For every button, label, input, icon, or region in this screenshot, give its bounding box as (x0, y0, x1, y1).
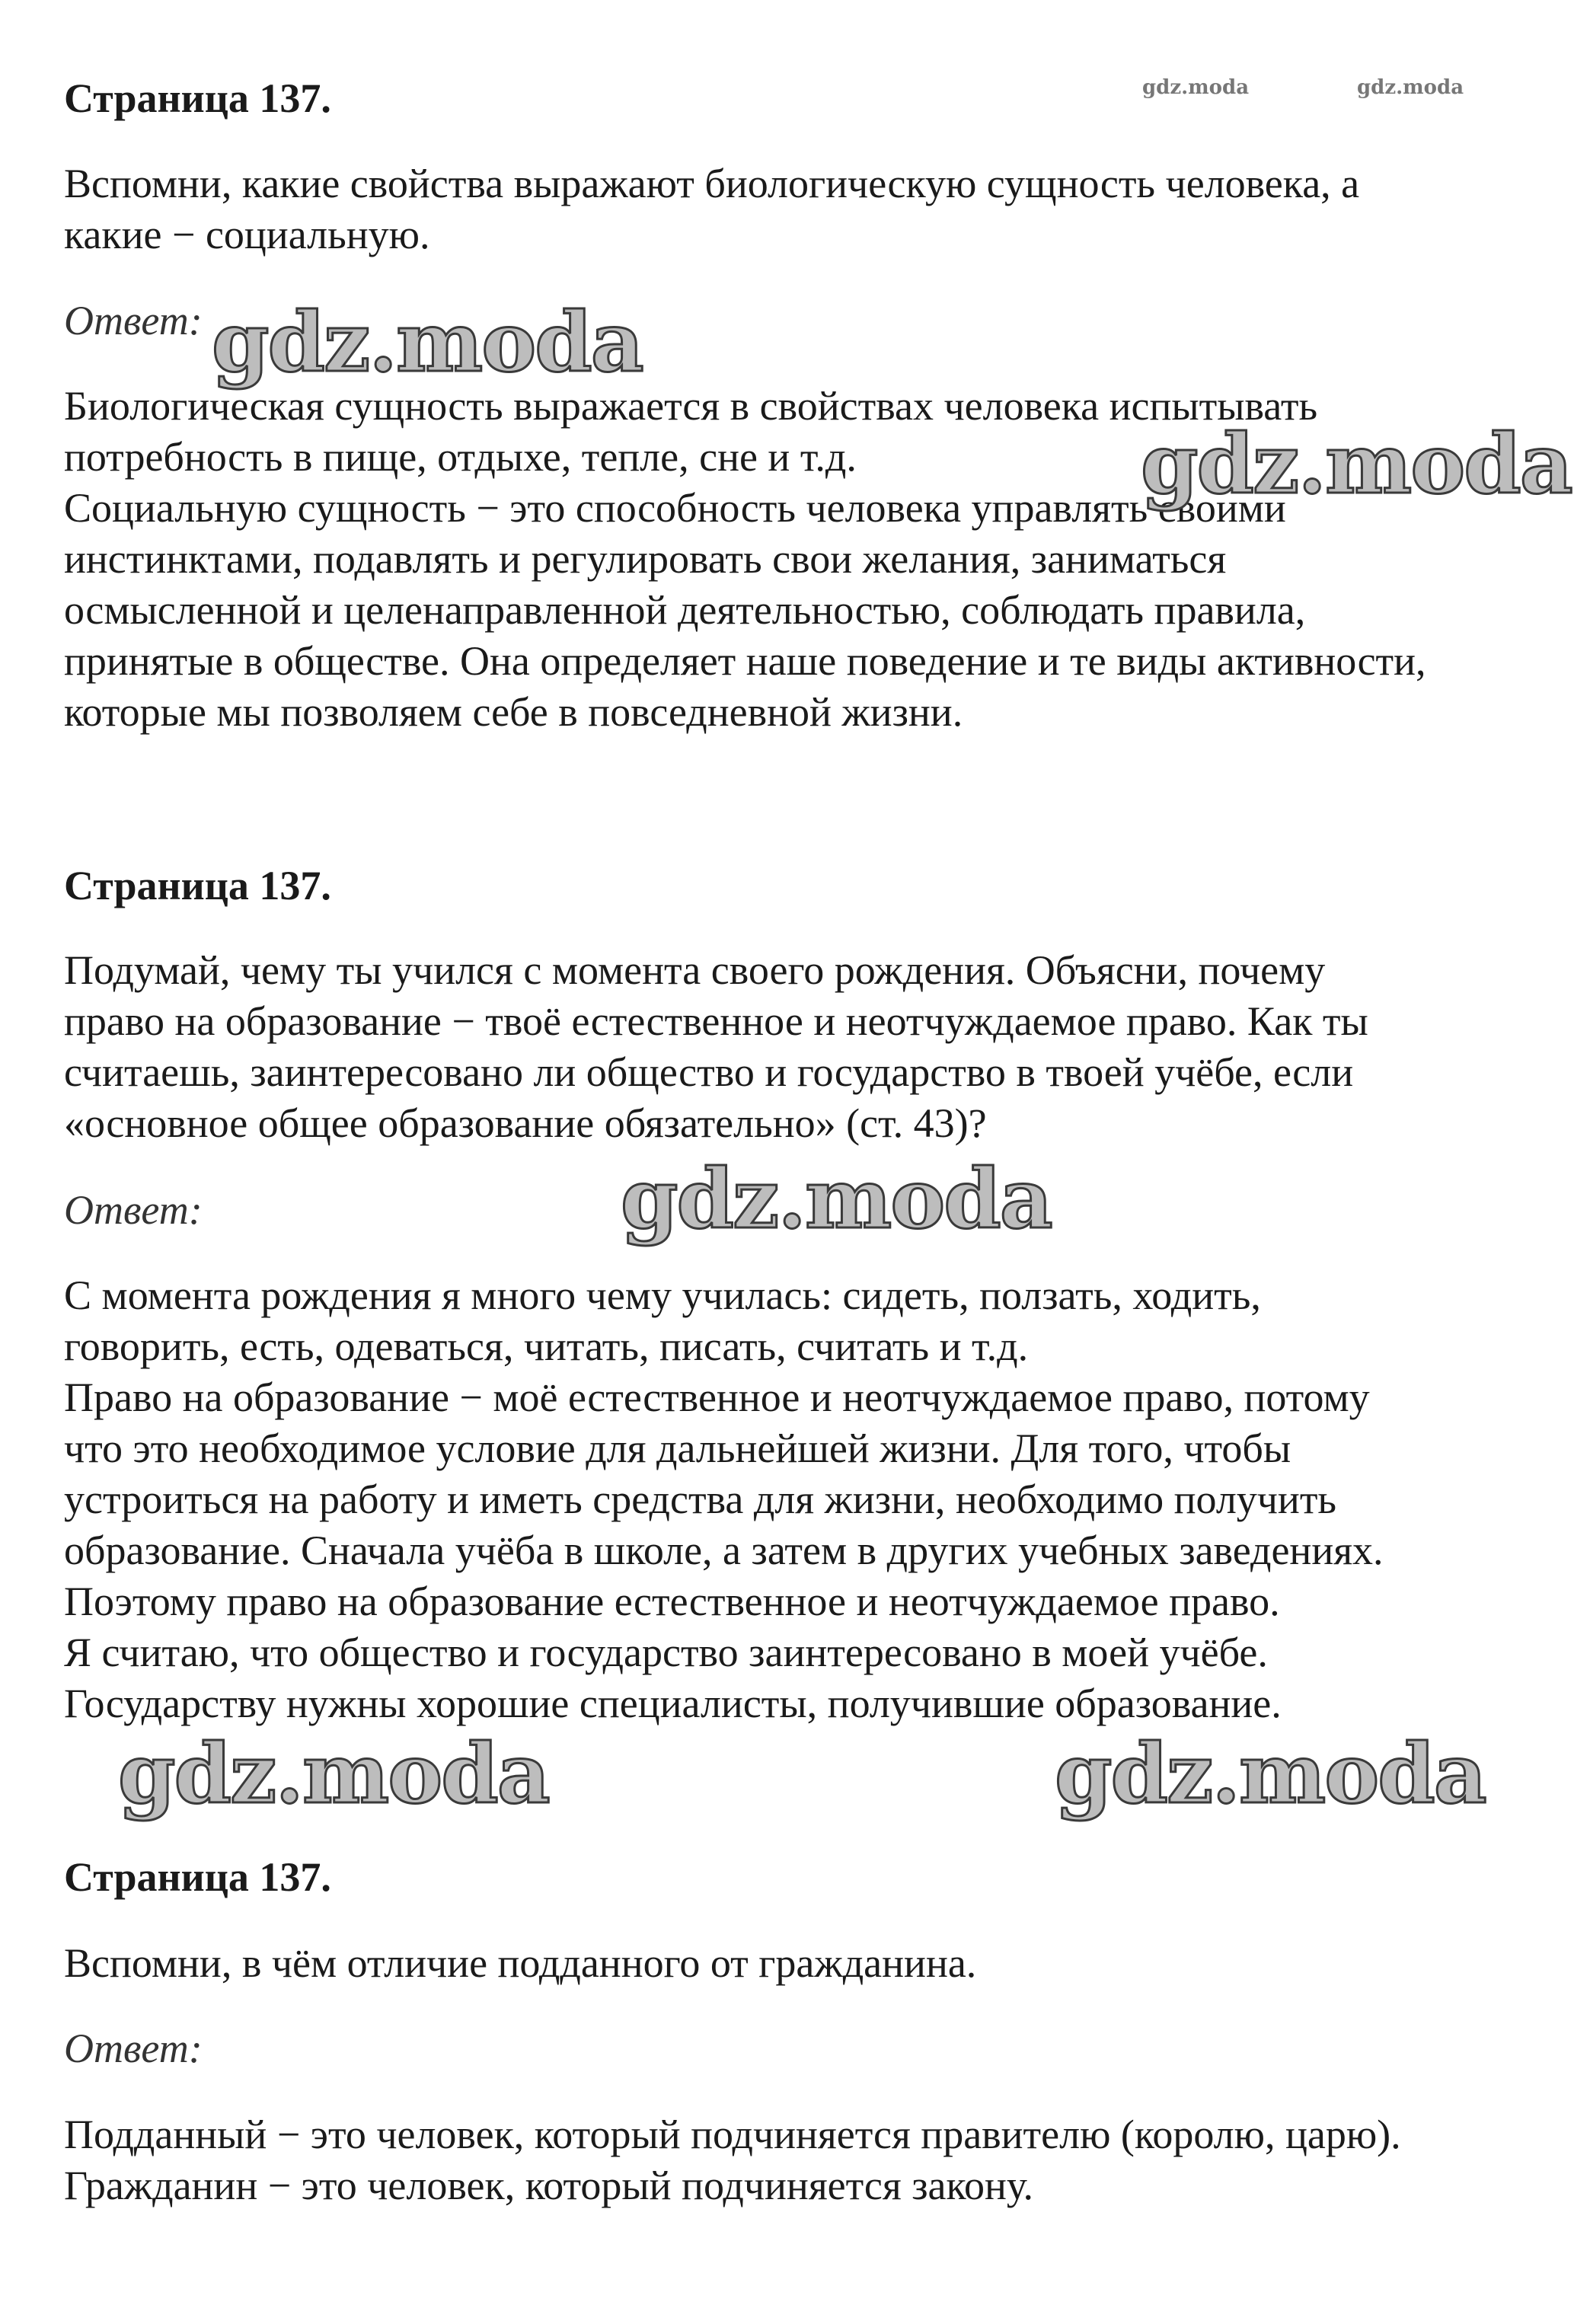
watermark-small: gdz.moda (1142, 76, 1250, 99)
answer-line: С момента рождения я много чему училась: сидеть, ползать, ходить, (64, 1272, 1261, 1318)
question-line: Подумай, чему ты учился с момента своего рождения. Объясни, почему (64, 947, 1326, 993)
answer-line: говорить, есть, одеваться, читать, писать, считать и т.д. (64, 1323, 1029, 1369)
answer-line: Я считаю, что общество и государство заинтересовано в моей учёбе. (64, 1630, 1268, 1675)
answer-line: осмысленной и целенаправленной деятельностью, соблюдать правила, (64, 587, 1306, 633)
page-heading: Страница 137. (64, 1854, 331, 1900)
watermark-large: gdz.moda (621, 1151, 1052, 1247)
answer-line: которые мы позволяем себе в повседневной жизни. (64, 689, 963, 735)
answer-label: Ответ: (64, 2026, 203, 2071)
question-line: право на образование − твоё естественное и неотчуждаемое право. Как ты (64, 998, 1368, 1044)
answer-line: Подданный − это человек, который подчиняется правителю (королю, царю). (64, 2112, 1401, 2157)
answer-line: Поэтому право на образование естественное и неотчуждаемое право. (64, 1579, 1280, 1624)
question-line: какие − социальную. (64, 212, 430, 257)
watermark-large: gdz.moda (1055, 1726, 1486, 1822)
answer-line: что это необходимое условие для дальнейшей жизни. Для того, чтобы (64, 1425, 1291, 1471)
answer-line: потребность в пище, отдыхе, тепле, сне и т.д. (64, 434, 857, 480)
answer-line: Биологическая сущность выражается в свойствах человека испытывать (64, 383, 1318, 429)
watermark-large: gdz.moda (1141, 417, 1572, 512)
answer-label: Ответ: (64, 1187, 203, 1233)
page-heading: Страница 137. (64, 75, 331, 121)
watermark-large: gdz.moda (212, 295, 643, 391)
answer-line: Государству нужны хорошие специалисты, получившие образование. (64, 1681, 1282, 1726)
question-line: Вспомни, какие свойства выражают биологическую сущность человека, а (64, 161, 1360, 206)
answer-line: принятые в обществе. Она определяет наше поведение и те виды активности, (64, 638, 1426, 684)
answer-line: образование. Сначала учёба в школе, а затем в других учебных заведениях. (64, 1528, 1384, 1573)
answer-line: Право на образование − моё естественное и неотчуждаемое право, потому (64, 1374, 1370, 1420)
answer-line: инстинктами, подавлять и регулировать свои желания, заниматься (64, 536, 1227, 582)
answer-line: Социальную сущность − это способность человека управлять своими (64, 485, 1286, 531)
answer-line: устроиться на работу и иметь средства для жизни, необходимо получить (64, 1476, 1337, 1522)
answer-label: Ответ: (64, 298, 203, 343)
watermark-large: gdz.moda (118, 1726, 549, 1822)
watermark-small: gdz.moda (1357, 76, 1464, 99)
question-line: считаешь, заинтересовано ли общество и государство в твоей учёбе, если (64, 1049, 1354, 1095)
answer-line: Гражданин − это человек, который подчиняется закону. (64, 2163, 1033, 2208)
question-line: «основное общее образование обязательно» (ст. 43)? (64, 1100, 987, 1146)
page-heading: Страница 137. (64, 863, 331, 908)
question-line: Вспомни, в чём отличие подданного от гражданина. (64, 1940, 977, 1986)
